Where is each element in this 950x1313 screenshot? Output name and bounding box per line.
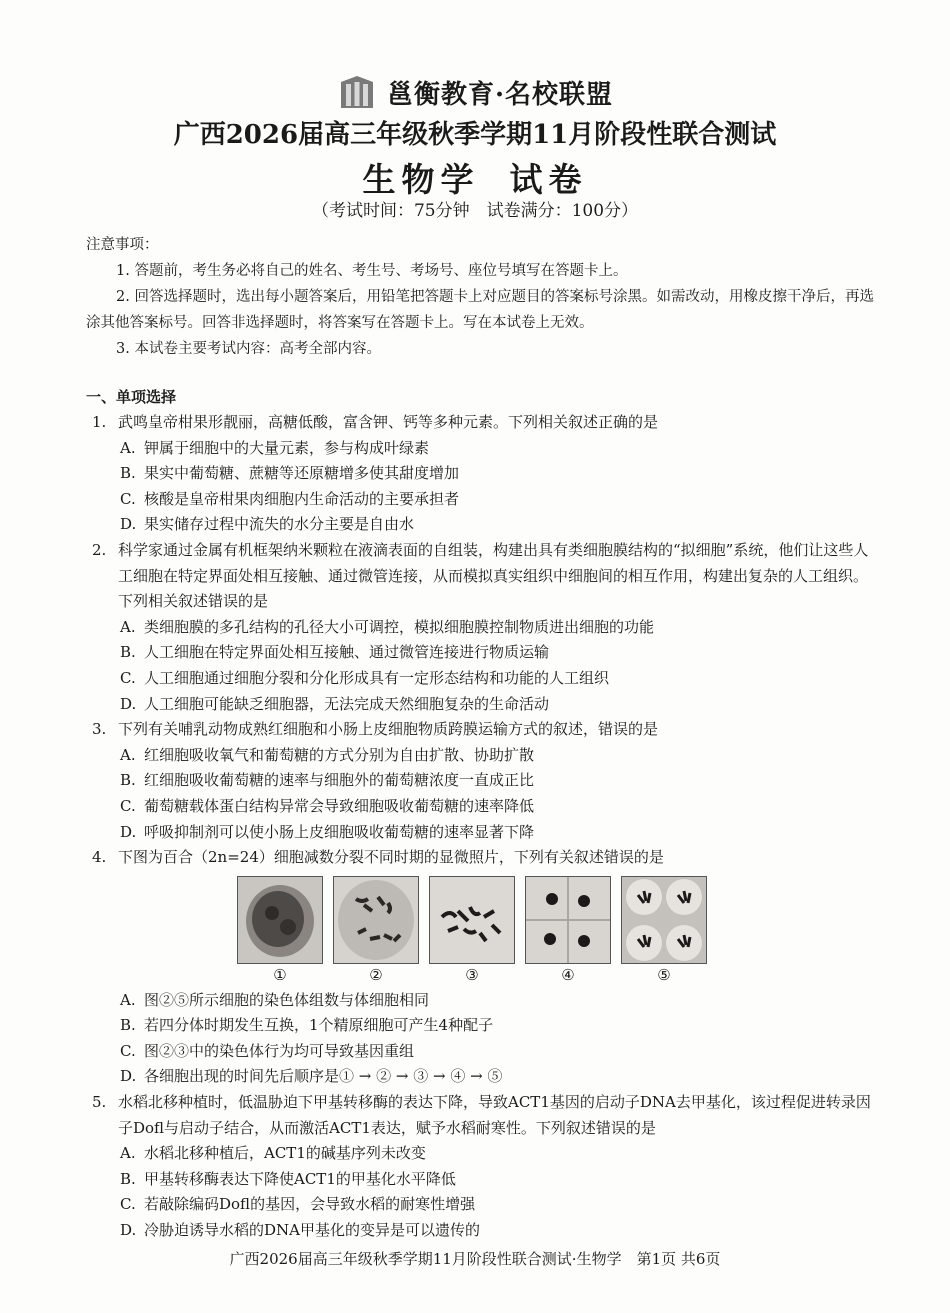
option-b: B. 人工细胞在特定界面处相互接触、通过微管连接进行物质运输 — [120, 643, 550, 662]
option-c: C. 若敲除编码Dofl的基因，会导致水稻的耐寒性增强 — [120, 1195, 476, 1214]
option-d: D. 冷胁迫诱导水稻的DNA甲基化的变异是可以遗传的 — [120, 1221, 480, 1240]
question-number: 4. — [92, 848, 107, 867]
option-c: C. 图②③中的染色体行为均可导致基因重组 — [120, 1041, 415, 1060]
micrograph-4 — [525, 876, 611, 964]
question-2 — [92, 538, 882, 717]
notice-item: 2. 回答选择题时，选出每小题答案后，用铅笔把答题卡上对应题目的答案标号涂黑。如需改动，用橡皮擦干净后，再选涂其他答案标号。回答非选择题时，将答案写在答题卡上。写在本试卷上无效。 — [86, 289, 874, 331]
question-stem: 下列有关哺乳动物成熟红细胞和小肠上皮细胞物质跨膜运输方式的叙述，错误的是 — [118, 720, 659, 739]
page-footer: 广西2026届高三年级秋季学期11月阶段性联合测试·生物学 第1页 共6页 — [229, 1250, 721, 1268]
option-d: D. 呼吸抑制剂可以使小肠上皮细胞吸收葡萄糖的速率显著下降 — [120, 822, 535, 841]
notice-heading: 注意事项： — [86, 237, 159, 253]
option-d: D. 人工细胞可能缺乏细胞器，无法完成天然细胞复杂的生命活动 — [120, 694, 550, 713]
paper-word: 试卷 — [509, 160, 588, 199]
brand-name: 邕衡教育·名校联盟 — [386, 79, 614, 110]
micrograph-1 — [237, 876, 323, 964]
micrograph-figure — [92, 876, 882, 986]
option-c: C. 人工细胞通过细胞分裂和分化形成具有一定形态结构和功能的人工组织 — [120, 668, 610, 687]
question-stem: 科学家通过金属有机框架纳米颗粒在液滴表面的自组装，构建出具有类细胞膜结构的“拟细胞”系统，他们让这些人工细胞在特定界面处相互接触、通过微管连接，从而模拟真实组织中细胞间的相互作用，构建出复杂的人工组织。下列相关叙述错误的是 — [118, 540, 869, 611]
section-title: 一、单项选择 — [86, 388, 177, 406]
option-c: C. 核酸是皇帝柑果肉细胞内生命活动的主要承担者 — [120, 489, 460, 508]
micrograph-label: ③ — [465, 965, 479, 984]
micrograph-label: ② — [369, 965, 383, 984]
micrograph-label: ① — [273, 965, 287, 984]
option-a: A. 图②⑤所示细胞的染色体组数与体细胞相同 — [120, 990, 430, 1009]
question-stem: 水稻北移种植时，低温胁迫下甲基转移酶的表达下降，导致ACT1基因的启动子DNA去甲基化，该过程促进转录因子Dofl与启动子结合，从而激活ACT1表达，赋予水稻耐寒性。下列叙述错误的是 — [118, 1093, 871, 1137]
books-logo-icon — [337, 72, 377, 112]
micrograph-5 — [621, 876, 707, 964]
exam-title: 广西2026届高三年级秋季学期11月阶段性联合测试 — [173, 120, 777, 150]
micrograph-2 — [333, 876, 419, 964]
option-d: D. 果实储存过程中流失的水分主要是自由水 — [120, 515, 415, 534]
option-a: A. 钾属于细胞中的大量元素，参与构成叶绿素 — [120, 438, 430, 457]
option-d: D. 各细胞出现的时间先后顺序是① → ② → ③ → ④ → ⑤ — [120, 1067, 503, 1086]
question-number: 1. — [92, 413, 107, 431]
option-a: A. 类细胞膜的多孔结构的孔径大小可调控，模拟细胞膜控制物质进出细胞的功能 — [120, 617, 655, 636]
question-stem: 下图为百合（2n=24）细胞减数分裂不同时期的显微照片，下列有关叙述错误的是 — [118, 848, 664, 867]
option-c: C. 葡萄糖载体蛋白结构异常会导致细胞吸收葡萄糖的速率降低 — [120, 796, 535, 815]
question-1 — [92, 410, 882, 538]
question-3 — [92, 717, 882, 845]
brand-header — [0, 72, 950, 112]
option-b: B. 果实中葡萄糖、蔗糖等还原糖增多使其甜度增加 — [120, 464, 460, 483]
option-a: A. 水稻北移种植后，ACT1的碱基序列未改变 — [120, 1144, 426, 1163]
question-5 — [92, 1090, 882, 1244]
notice-item: 1. 答题前，考生务必将自己的姓名、考生号、考场号、座位号填写在答题卡上。 — [116, 263, 628, 279]
question-list — [92, 410, 882, 1244]
option-b: B. 若四分体时期发生互换，1个精原细胞可产生4种配子 — [120, 1016, 494, 1035]
option-b: B. 甲基转移酶表达下降使ACT1的甲基化水平降低 — [120, 1169, 456, 1188]
option-b: B. 红细胞吸收葡萄糖的速率与细胞外的葡萄糖浓度一直成正比 — [120, 771, 535, 790]
notice-item: 3. 本试卷主要考试内容：高考全部内容。 — [116, 341, 381, 357]
question-number: 2. — [92, 540, 107, 559]
subject-title — [0, 154, 950, 201]
notice-block — [86, 232, 876, 362]
exam-info: （考试时间：75分钟 试卷满分：100分） — [311, 201, 639, 221]
question-4 — [92, 845, 882, 1090]
subject-name: 生物学 — [362, 160, 480, 199]
micrograph-label: ⑤ — [657, 965, 671, 984]
option-a: A. 红细胞吸收氧气和葡萄糖的方式分别为自由扩散、协助扩散 — [120, 745, 535, 764]
micrograph-label: ④ — [561, 965, 575, 984]
micrograph-3 — [429, 876, 515, 964]
question-number: 3. — [92, 720, 107, 739]
question-stem: 武鸣皇帝柑果形靓丽，高糖低酸，富含钾、钙等多种元素。下列相关叙述正确的是 — [118, 413, 659, 431]
question-number: 5. — [92, 1093, 107, 1112]
